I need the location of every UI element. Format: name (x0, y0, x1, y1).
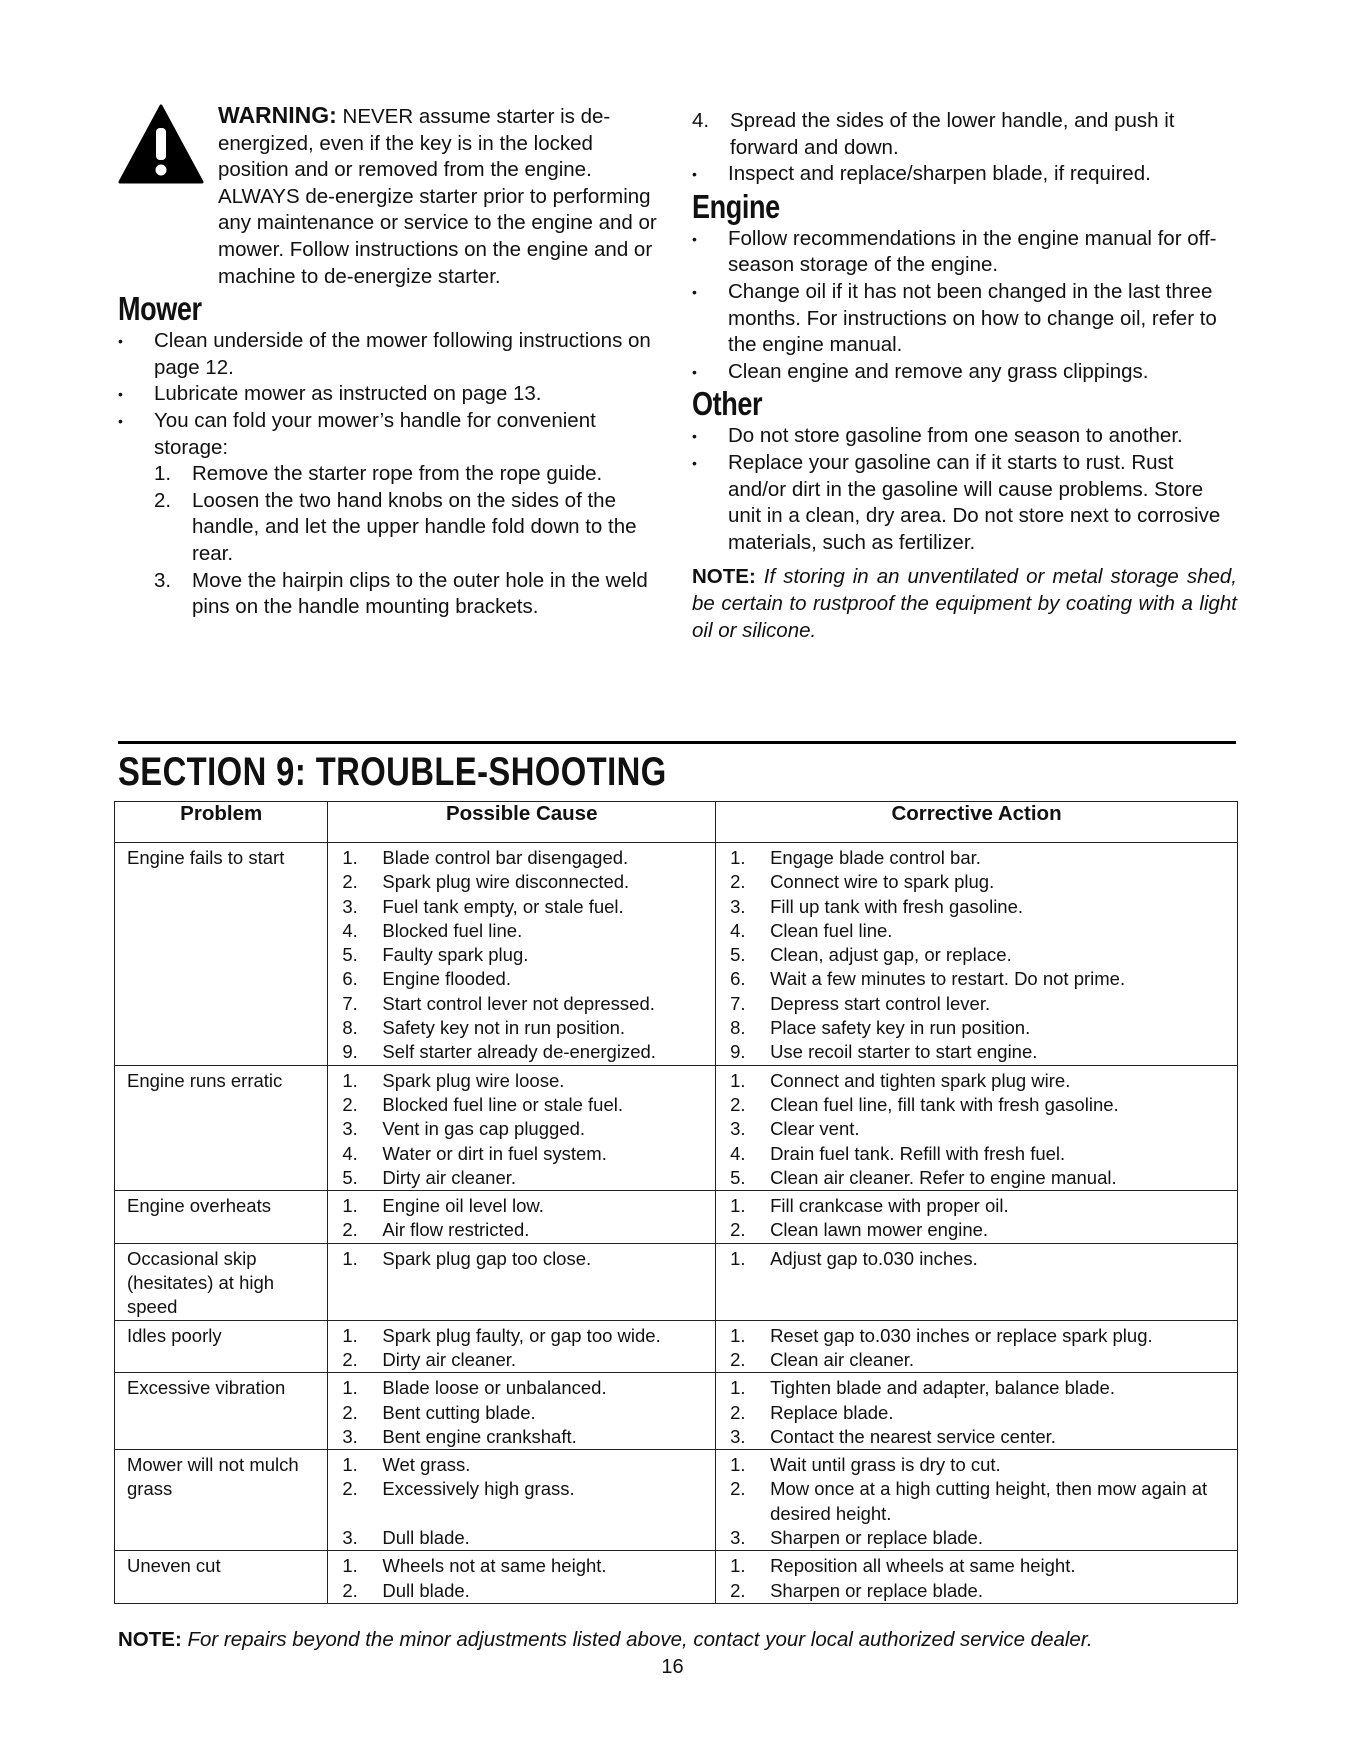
cause-item (342, 1453, 715, 1477)
item-text: Use recoil starter to start engine. (770, 1041, 1038, 1063)
cause-item (342, 919, 715, 943)
table-row (115, 1373, 1238, 1450)
action-item (730, 1526, 1237, 1550)
item-number: 1. (730, 847, 746, 868)
action-item (730, 1348, 1237, 1372)
table-body (115, 843, 1238, 1604)
item-text: Spark plug faulty, or gap too wide. (382, 1324, 661, 1346)
item-number: 2. (342, 1093, 358, 1115)
cause-item (342, 846, 715, 870)
item-number: 2. (730, 1219, 746, 1241)
cause-cell (328, 1243, 716, 1320)
cause-item (342, 1093, 715, 1117)
section-divider (118, 741, 1236, 744)
item-text: Replace blade. (770, 1401, 894, 1423)
header-problem: Problem (115, 802, 328, 843)
action-item (730, 1579, 1237, 1603)
cause-item (342, 895, 715, 919)
item-number: 2. (730, 1579, 746, 1601)
note-label: NOTE: (118, 1628, 182, 1651)
action-item (730, 1142, 1237, 1166)
item-text: Spark plug wire disconnected. (382, 871, 630, 893)
item-number: 1. (730, 1195, 746, 1217)
repair-note (118, 1628, 1093, 1652)
item-number: 4. (342, 919, 358, 941)
item-number: 2. (342, 1401, 358, 1423)
left-column (118, 102, 663, 621)
item-number: 1. (342, 1324, 358, 1346)
action-item-list (716, 1194, 1237, 1243)
item-number: 1. (342, 1195, 358, 1217)
item-number: 1. (730, 1377, 746, 1399)
action-item (730, 846, 1237, 870)
cause-item (342, 1040, 715, 1064)
item-text: Blocked fuel line or stale fuel. (382, 1093, 624, 1115)
action-item (730, 967, 1237, 991)
item-text: Connect wire to spark plug. (770, 871, 995, 893)
header-action: Corrective Action (716, 802, 1238, 843)
cause-item (342, 1016, 715, 1040)
cause-item-list (328, 1554, 715, 1603)
item-number: 5. (730, 944, 746, 966)
item-number: 1. (730, 1555, 746, 1577)
item-number: 9. (342, 1041, 358, 1063)
item-number: 7. (730, 992, 746, 1014)
action-item (730, 1376, 1237, 1400)
item-number: 6. (342, 968, 358, 990)
action-item (730, 1194, 1237, 1218)
item-text: Drain fuel tank. Refill with fresh fuel. (770, 1142, 1066, 1164)
item-number: 1. (342, 1377, 358, 1399)
action-cell (716, 1243, 1238, 1320)
step-number: 1. (154, 462, 172, 486)
cause-item (342, 1376, 715, 1400)
step-number: 4. (692, 109, 710, 132)
item-text: Clean air cleaner. Refer to engine manual. (770, 1166, 1117, 1188)
item-text: Clean lawn mower engine. (770, 1219, 989, 1241)
cause-item (342, 1554, 715, 1578)
item-text: Vent in gas cap plugged. (382, 1118, 586, 1140)
action-item (730, 1117, 1237, 1141)
action-item-list (716, 1554, 1237, 1603)
table-row (115, 1191, 1238, 1244)
item-text: Wet grass. (382, 1454, 471, 1476)
page-number: 16 (661, 1656, 684, 1678)
step-number: 2. (154, 488, 172, 512)
item-number: 2. (730, 1348, 746, 1370)
item-number: 1. (730, 1247, 746, 1269)
item-text: Engage blade control bar. (770, 847, 981, 868)
item-text: Spark plug gap too close. (382, 1247, 592, 1269)
cause-item (342, 1477, 715, 1501)
item-text: Sharpen or replace blade. (770, 1579, 983, 1601)
item-number: 1. (342, 1069, 358, 1091)
item-text: Mow once at a high cutting height, then mow again at desired height. (770, 1478, 1208, 1524)
other-heading: Other (692, 385, 763, 423)
section-title: SECTION 9: TROUBLE-SHOOTING (118, 750, 667, 794)
item-number: 4. (730, 919, 746, 941)
action-item-list (716, 1453, 1237, 1550)
item-text: Wheels not at same height. (382, 1555, 607, 1577)
item-number: 3. (342, 895, 358, 917)
mower-bullet-text: You can fold your mower’s handle for convenient storage: (154, 408, 596, 459)
table-header-row (115, 802, 1238, 843)
item-text: Engine flooded. (382, 968, 511, 990)
item-text: Depress start control lever. (770, 992, 991, 1014)
action-item (730, 1453, 1237, 1477)
mower-bullets (118, 328, 663, 621)
action-cell (716, 843, 1238, 1066)
action-item-list (716, 846, 1237, 1065)
cause-item-list (328, 1453, 715, 1550)
item-number: 2. (730, 1093, 746, 1115)
action-item (730, 1069, 1237, 1093)
item-text: Bent engine crankshaft. (382, 1425, 577, 1447)
item-text: Faulty spark plug. (382, 944, 529, 966)
cause-item (342, 1526, 715, 1550)
item-text: Excessively high grass. (382, 1478, 575, 1500)
item-number: 1. (730, 1324, 746, 1346)
item-number: 9. (730, 1041, 746, 1063)
item-text: Blade loose or unbalanced. (382, 1377, 607, 1399)
item-number: 3. (730, 895, 746, 917)
item-text: Fuel tank empty, or stale fuel. (382, 895, 624, 917)
item-number: 8. (730, 1017, 746, 1039)
engine-bullets (692, 226, 1237, 386)
action-item (730, 1040, 1237, 1064)
mower-bullet: • Clean underside of the mower following instructions on page 12. (118, 328, 663, 381)
item-number: 4. (342, 1142, 358, 1164)
action-item (730, 919, 1237, 943)
item-text: Clean fuel line. (770, 919, 893, 941)
cause-item (342, 870, 715, 894)
cause-cell (328, 1373, 716, 1450)
header-cause: Possible Cause (328, 802, 716, 843)
action-item (730, 1093, 1237, 1117)
engine-bullet: • Clean engine and remove any grass clippings. (692, 359, 1237, 386)
cause-item (342, 1401, 715, 1425)
cause-item (342, 1194, 715, 1218)
action-item (730, 1401, 1237, 1425)
step-text: Loosen the two hand knobs on the sides of the handle, and let the upper handle fold down to the rear. (192, 488, 637, 565)
step-text: Remove the starter rope from the rope guide. (192, 462, 603, 486)
item-number: 8. (342, 1017, 358, 1039)
cause-item-list (328, 1069, 715, 1190)
storage-note (692, 564, 1237, 644)
item-text: Engine oil level low. (382, 1195, 544, 1217)
problem-cell: Engine fails to start (115, 843, 328, 1066)
item-text: Spark plug wire loose. (382, 1069, 565, 1091)
item-number: 1. (342, 1555, 358, 1577)
item-number: 3. (730, 1118, 746, 1140)
action-item (730, 1016, 1237, 1040)
action-cell (716, 1191, 1238, 1244)
problem-cell: Idles poorly (115, 1320, 328, 1373)
item-text: Reposition all wheels at same height. (770, 1555, 1076, 1577)
item-number: 5. (342, 1166, 358, 1188)
fold-steps (154, 461, 663, 621)
table-row (115, 1065, 1238, 1190)
item-number: 2. (342, 1348, 358, 1370)
problem-cell: Engine runs erratic (115, 1065, 328, 1190)
cause-item-list (328, 1376, 715, 1449)
cause-item (342, 1069, 715, 1093)
action-item-list (716, 1324, 1237, 1373)
cause-item (342, 992, 715, 1016)
item-text: Water or dirt in fuel system. (382, 1142, 607, 1164)
step-text: Spread the sides of the lower handle, and push it forward and down. (730, 109, 1175, 159)
blade-bullet-list (692, 161, 1237, 188)
fold-step-continued (692, 108, 1237, 161)
item-text: Clean air cleaner. (770, 1348, 915, 1370)
item-text: Dirty air cleaner. (382, 1348, 517, 1370)
problem-cell: Occasional skip (hesitates) at high speed (115, 1243, 328, 1320)
action-cell (716, 1065, 1238, 1190)
cause-cell (328, 1551, 716, 1604)
cause-item (342, 1425, 715, 1449)
action-item-list (716, 1069, 1237, 1190)
item-text: Wait until grass is dry to cut. (770, 1454, 1001, 1476)
item-text: Fill crankcase with proper oil. (770, 1195, 1009, 1217)
action-cell (716, 1373, 1238, 1450)
action-item (730, 1554, 1237, 1578)
item-number: 5. (342, 944, 358, 966)
cause-cell (328, 1065, 716, 1190)
cause-item-list (328, 1194, 715, 1243)
item-text: Place safety key in run position. (770, 1017, 1031, 1039)
item-number: 3. (342, 1527, 358, 1549)
item-number: 2. (730, 1401, 746, 1423)
blade-bullet: • Inspect and replace/sharpen blade, if required. (692, 161, 1237, 188)
troubleshooting-table (114, 801, 1238, 1604)
item-text: Clean fuel line, fill tank with fresh gasoline. (770, 1093, 1119, 1115)
item-number: 1. (342, 1247, 358, 1269)
action-item (730, 1166, 1237, 1190)
item-number: 2. (730, 1478, 746, 1500)
item-number: 3. (730, 1527, 746, 1549)
cause-item (342, 1218, 715, 1242)
problem-cell: Excessive vibration (115, 1373, 328, 1450)
note-text: If storing in an unventilated or metal storage shed, be certain to rustproof the equipment by coating with a light oil or silicone. (692, 565, 1237, 642)
action-cell (716, 1320, 1238, 1373)
cause-item-list (328, 1324, 715, 1373)
item-number: 1. (730, 1069, 746, 1091)
item-number: 3. (730, 1425, 746, 1447)
warning-triangle-icon (118, 104, 204, 184)
item-text: Bent cutting blade. (382, 1401, 536, 1423)
warning-text (218, 102, 663, 290)
cause-item (342, 1348, 715, 1372)
item-number: 4. (730, 1142, 746, 1164)
item-text: Safety key not in run position. (382, 1017, 626, 1039)
table-row (115, 1243, 1238, 1320)
item-text: Tighten blade and adapter, balance blade. (770, 1377, 1115, 1399)
item-text: Contact the nearest service center. (770, 1425, 1056, 1447)
action-item-list (716, 1376, 1237, 1449)
action-item (730, 870, 1237, 894)
engine-heading: Engine (692, 187, 780, 225)
item-text: Dirty air cleaner. (382, 1166, 517, 1188)
action-item (730, 992, 1237, 1016)
cause-item (342, 1166, 715, 1190)
item-number: 5. (730, 1166, 746, 1188)
cause-item (342, 1579, 715, 1603)
item-text: Reset gap to.030 inches or replace spark plug. (770, 1324, 1153, 1346)
problem-cell: Mower will not mulch grass (115, 1450, 328, 1551)
table-row (115, 1551, 1238, 1604)
fold-step (154, 461, 663, 488)
item-text: Connect and tighten spark plug wire. (770, 1069, 1071, 1091)
action-item-list (716, 1247, 1237, 1271)
item-text: Adjust gap to.030 inches. (770, 1247, 978, 1269)
cause-item (342, 943, 715, 967)
item-number: 2. (730, 871, 746, 893)
fold-step (154, 568, 663, 621)
cause-cell (328, 843, 716, 1066)
cause-cell (328, 1191, 716, 1244)
cause-item-list (328, 1247, 715, 1271)
mower-bullet: • Lubricate mower as instructed on page 13. (118, 381, 663, 408)
fold-step (692, 108, 1237, 161)
cause-item (342, 1142, 715, 1166)
item-number: 2. (342, 1478, 358, 1500)
table-row (115, 843, 1238, 1066)
item-number: 1. (730, 1454, 746, 1476)
note-text: For repairs beyond the minor adjustments listed above, contact your local authorized service dealer. (181, 1628, 1093, 1651)
action-item (730, 895, 1237, 919)
item-number: 6. (730, 968, 746, 990)
step-number: 3. (154, 568, 172, 592)
cause-cell (328, 1450, 716, 1551)
step-text: Move the hairpin clips to the outer hole in the weld pins on the handle mounting brackets. (192, 568, 648, 619)
item-number: 2. (342, 1219, 358, 1241)
action-cell (716, 1551, 1238, 1604)
item-text: Dull blade. (382, 1527, 470, 1549)
cause-item (342, 1324, 715, 1348)
item-number: 3. (342, 1118, 358, 1140)
engine-bullet: • Follow recommendations in the engine manual for off-season storage of the engine. (692, 226, 1237, 279)
item-text: Sharpen or replace blade. (770, 1527, 983, 1549)
cause-cell (328, 1320, 716, 1373)
item-text: Clear vent. (770, 1118, 860, 1140)
item-number: 7. (342, 992, 358, 1014)
item-text: Fill up tank with fresh gasoline. (770, 895, 1024, 917)
right-column (692, 108, 1237, 644)
note-label: NOTE: (692, 565, 756, 589)
table-row (115, 1320, 1238, 1373)
warning-body: NEVER assume starter is de-energized, even if the key is in the locked position and or removed from the engine. ALWAYS de-energize starter prior to performing any maintenance or service to the engine and or mower. Follow instructions on the engine and or machine to de-energize starter. (218, 105, 657, 288)
action-item (730, 1324, 1237, 1348)
cause-item-list (328, 846, 715, 1065)
cause-item (342, 1117, 715, 1141)
action-item (730, 943, 1237, 967)
other-bullet: • Replace your gasoline can if it starts to rust. Rust and/or dirt in the gasoline will cause problems. Store unit in a clean, dry area. Do not store next to corrosive materials, such as fertilizer. (692, 450, 1237, 556)
item-text: Clean, adjust gap, or replace. (770, 944, 1012, 966)
warning-block (118, 102, 663, 290)
engine-bullet: • Change oil if it has not been changed in the last three months. For instructions on how to change oil, refer to the engine manual. (692, 279, 1237, 359)
item-text: Self starter already de-energized. (382, 1041, 656, 1063)
item-text: Blade control bar disengaged. (382, 847, 629, 868)
item-text: Blocked fuel line. (382, 919, 523, 941)
warning-label: WARNING: (218, 102, 337, 128)
fold-step (154, 488, 663, 568)
item-text: Start control lever not depressed. (382, 992, 655, 1014)
problem-cell: Uneven cut (115, 1551, 328, 1604)
action-item (730, 1247, 1237, 1271)
cause-item (342, 1247, 715, 1271)
action-item (730, 1425, 1237, 1449)
table-row (115, 1450, 1238, 1551)
other-bullets (692, 423, 1237, 556)
item-text: Air flow restricted. (382, 1219, 530, 1241)
item-text: Wait a few minutes to restart. Do not prime. (770, 968, 1126, 990)
action-cell (716, 1450, 1238, 1551)
item-text: Dull blade. (382, 1579, 470, 1601)
mower-bullet-fold (118, 408, 663, 621)
action-item (730, 1218, 1237, 1242)
item-number: 1. (342, 847, 358, 868)
mower-heading: Mower (118, 290, 202, 328)
action-item (730, 1477, 1237, 1526)
problem-cell: Engine overheats (115, 1191, 328, 1244)
item-number: 2. (342, 1579, 358, 1601)
other-bullet: • Do not store gasoline from one season to another. (692, 423, 1237, 450)
item-number: 3. (342, 1425, 358, 1447)
item-number: 2. (342, 871, 358, 893)
item-number: 1. (342, 1454, 358, 1476)
cause-item (342, 967, 715, 991)
